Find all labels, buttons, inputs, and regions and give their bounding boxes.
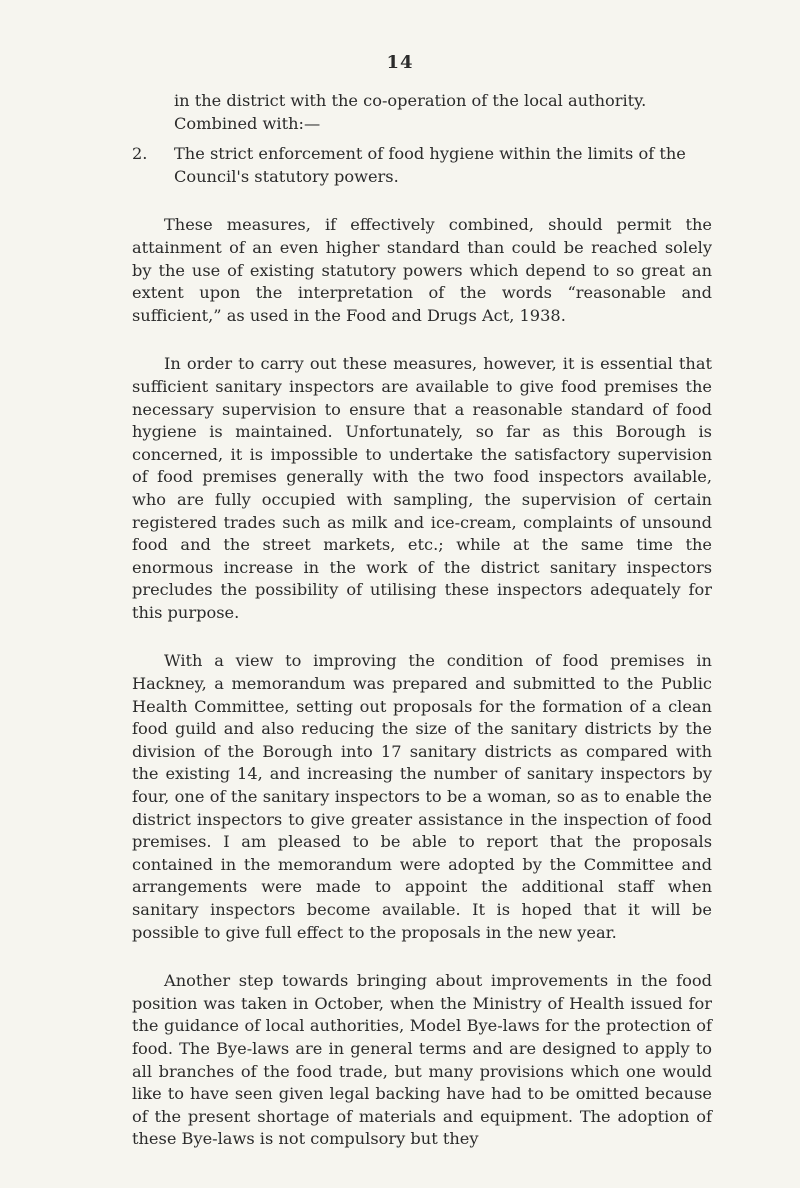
list-item-number: 2. (132, 144, 148, 164)
list-item-text: The strict enforcement of food hygiene within the limits of the Council's statutory powers. (174, 144, 686, 186)
continuation-paragraph: in the district with the co-operation of the local authority. Combined with:— (174, 91, 647, 133)
numbered-list-item (132, 143, 712, 188)
paragraph-measures: These measures, if effectively combined, should permit the attainment of an even higher standard than could be reached solely by the use of existing statutory powers which depend to so great an extent upon the interpretation of the words “reasonable and sufficient,” as used in the Food and Drugs Act, 1938. (132, 215, 712, 325)
paragraph-inspectors: In order to carry out these measures, however, it is essential that sufficient sanitary inspectors are available to give food premises the necessary supervision to ensure that a reasonable standard of food hygiene is maintained. Unfortunately, so far as this Borough is concerned, it is impossible to undertake the satisfactory supervision of food premises generally with the two food inspectors available, who are fully occupied with sampling, the supervision of certain registered trades such as milk and ice-cream, complaints of unsound food and the street markets, etc.; while at the same time the enormous increase in the work of the district sanitary inspectors precludes the possibility of utilising these inspectors adequately for this purpose. (132, 354, 712, 622)
page-body (132, 90, 712, 1151)
page-number: 14 (386, 52, 414, 73)
paragraph-bye-laws: Another step towards bringing about improvements in the food position was taken in October, when the Ministry of Health issued for the guidance of local authorities, Model Bye-laws for the protection of food. The Bye-laws are in general terms and are designed to apply to all branches of the food trade, but many provisions which one would like to have seen given legal backing have had to be omitted because of the present shortage of materials and equipment. The adoption of these Bye-laws is not compulsory but they (132, 971, 712, 1149)
paragraph-hackney-memorandum: With a view to improving the condition of food premises in Hackney, a memorandum was prepared and submitted to the Public Health Committee, setting out proposals for the formation of a clean food guild and also reducing the size of the sanitary districts by the division of the Borough into 17 sanitary districts as compared with the existing 14, and increasing the number of sanitary inspectors by four, one of the sanitary inspectors to be a woman, so as to enable the district inspectors to give greater assistance in the inspection of food premises. I am pleased to be able to report that the proposals contained in the memorandum were adopted by the Committee and arrangements were made to appoint the additional staff when sanitary inspectors become available. It is hoped that it will be possible to give full effect to the proposals in the new year. (132, 651, 712, 942)
